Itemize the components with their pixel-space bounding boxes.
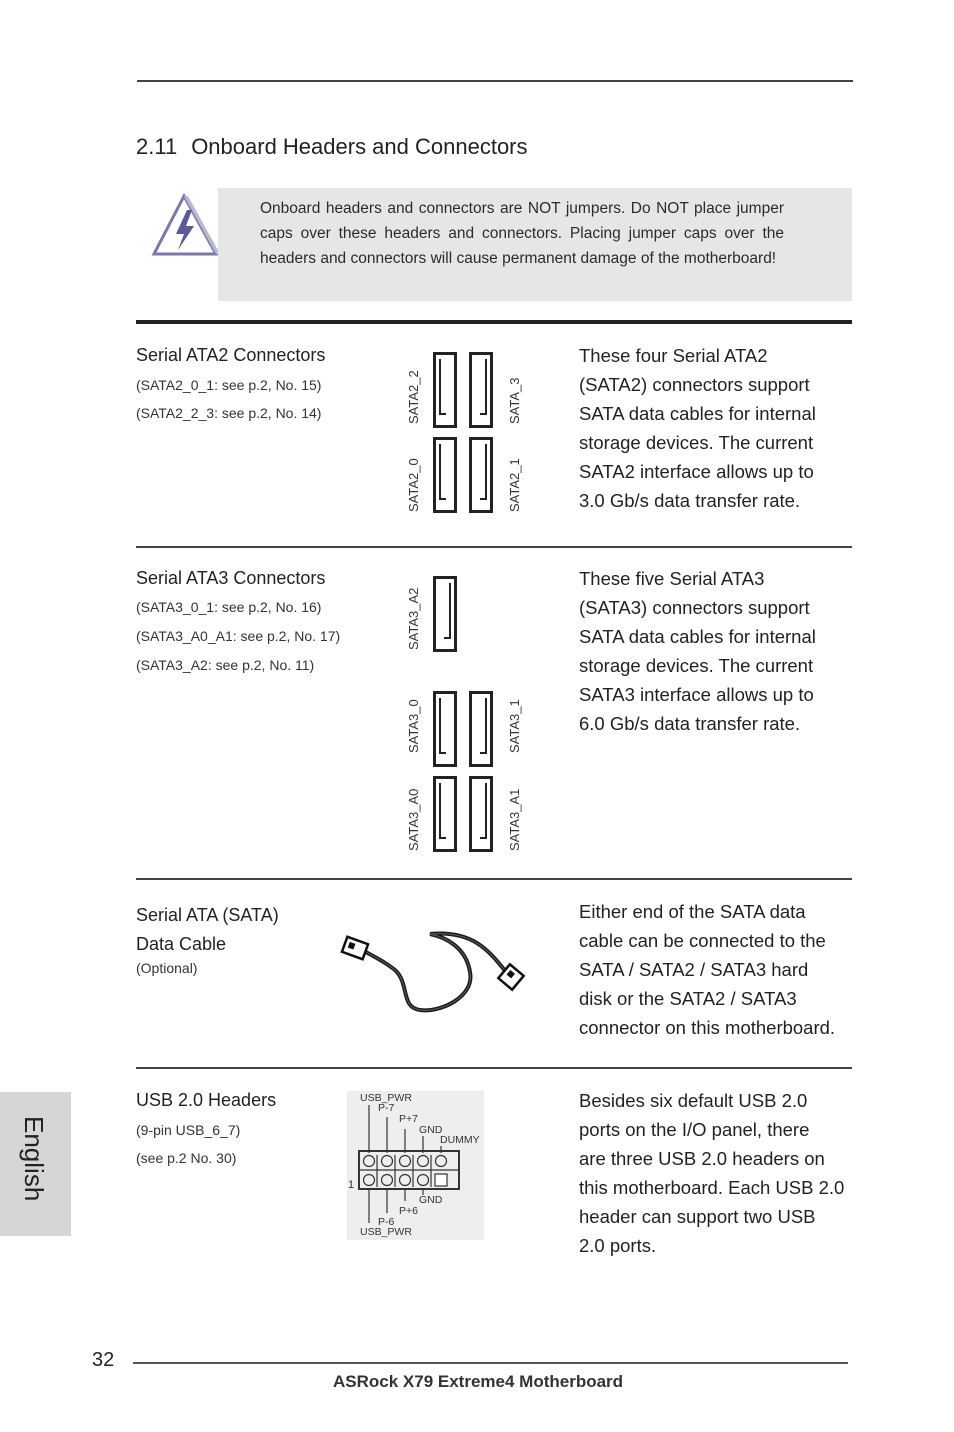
cable-label-line: Data Cable [136,934,227,954]
sata3-1-connector [469,691,493,767]
sata3-ref-1: (SATA3_0_1: see p.2, No. 16) [136,599,322,615]
p-6-label: P-6 [378,1216,395,1228]
sata-3-label: SATA_3 [507,377,522,424]
sata2-0-connector [433,437,457,513]
sata2-1-label: SATA2_1 [507,458,522,512]
cable-desc-line: SATA / SATA2 / SATA3 hard [579,959,809,980]
sata-3-connector [469,352,493,428]
sata2-2-label: SATA2_2 [406,370,421,424]
sata-cable-image [340,922,530,1022]
cable-description [579,897,839,1042]
sata3-description [579,564,816,738]
warning-triangle-icon [150,192,220,263]
cable-desc-line: connector on this motherboard. [579,1017,836,1038]
section-number: 2.11 [136,134,178,159]
sata2-desc-line: SATA data cables for internal [579,403,816,424]
sata2-desc-line: SATA2 interface allows up to [579,461,814,482]
usb-header-diagram [347,1091,484,1240]
sata2-desc-line: (SATA2) connectors support [579,374,810,395]
usb-desc-line: are three USB 2.0 headers on [579,1148,825,1169]
cable-desc-line: disk or the SATA2 / SATA3 [579,988,797,1009]
sata2-desc-line: 3.0 Gb/s data transfer rate. [579,490,801,511]
usb-pwr-bottom-label: USB_PWR [360,1226,412,1238]
usb-desc-line: ports on the I/O panel, there [579,1119,810,1140]
sata3-a0-connector [433,776,457,852]
usb-desc-line: Besides six default USB 2.0 [579,1090,808,1111]
sata2-2-connector [433,352,457,428]
cable-desc-line: cable can be connected to the [579,930,826,951]
section-title-text: Onboard Headers and Connectors [191,134,528,159]
sata3-ref-2: (SATA3_A0_A1: see p.2, No. 17) [136,628,341,644]
sata2-label: Serial ATA2 Connectors [136,345,326,365]
sata2-desc-line: storage devices. The current [579,432,814,453]
sata3-a0-label: SATA3_A0 [406,788,421,851]
usb-desc-line: this motherboard. Each USB 2.0 [579,1177,845,1198]
sata3-label: Serial ATA3 Connectors [136,568,326,588]
warning-text: Onboard headers and connectors are NOT jumpers. Do NOT place jumper caps over these headers and connectors. Placing jumper caps over the headers and connectors will cause permanent damage of the motherboard! [260,200,784,267]
sata2-0-label: SATA2_0 [406,458,421,512]
page-number: 32 [92,1349,115,1371]
usb-pwr-top-label: USB_PWR [360,1092,412,1104]
sata3-0-label: SATA3_0 [406,699,421,753]
sata3-a1-label: SATA3_A1 [507,788,522,851]
gnd-bottom-label: GND [419,1194,443,1206]
sata3-ref-3: (SATA3_A2: see p.2, No. 11) [136,657,315,673]
sata2-1-connector [469,437,493,513]
dummy-label: DUMMY [440,1134,480,1146]
sata3-desc-line: 6.0 Gb/s data transfer rate. [579,713,801,734]
section-rule-thick [136,320,852,324]
top-rule [137,80,853,82]
sata3-desc-line: These five Serial ATA3 [579,568,765,589]
sata3-desc-line: storage devices. The current [579,655,814,676]
sata3-0-connector [433,691,457,767]
sata2-ref-1: (SATA2_0_1: see p.2, No. 15) [136,377,322,393]
footer-title: ASRock X79 Extreme4 Motherboard [333,1372,624,1391]
sata3-a1-connector [469,776,493,852]
sata3-desc-line: SATA data cables for internal [579,626,816,647]
section-rule [136,546,852,548]
usb-ref-2: (see p.2 No. 30) [136,1150,237,1166]
sata2-description [579,341,816,515]
sata3-desc-line: (SATA3) connectors support [579,597,810,618]
cable-desc-line: Either end of the SATA data [579,901,806,922]
sata3-a2-connector [433,576,457,652]
gnd-top-label: GND [419,1124,443,1136]
p-7-label: P-7 [378,1102,395,1114]
cable-optional: (Optional) [136,960,198,976]
sata2-ref-2: (SATA2_2_3: see p.2, No. 14) [136,405,322,421]
pin-1-label: 1 [348,1179,355,1191]
footer-rule [133,1362,848,1364]
sata3-1-label: SATA3_1 [507,699,522,753]
cable-label-line: Serial ATA (SATA) [136,905,279,925]
section-rule [136,1067,852,1069]
usb-label: USB 2.0 Headers [136,1090,277,1110]
usb-desc-line: 2.0 ports. [579,1235,657,1256]
warning-box [218,188,852,301]
usb-ref-1: (9-pin USB_6_7) [136,1122,241,1138]
sata3-a2-label: SATA3_A2 [406,587,421,650]
language-tab-label: English [19,1116,49,1202]
section-title [136,134,528,160]
section-rule [136,878,852,880]
p-plus-7-label: P+7 [399,1113,418,1125]
sata3-desc-line: SATA3 interface allows up to [579,684,814,705]
usb-desc-line: header can support two USB [579,1206,816,1227]
usb-description [579,1086,844,1260]
cable-label [136,901,279,959]
p-plus-6-label: P+6 [399,1205,418,1217]
language-tab [0,1092,71,1236]
sata2-desc-line: These four Serial ATA2 [579,345,768,366]
